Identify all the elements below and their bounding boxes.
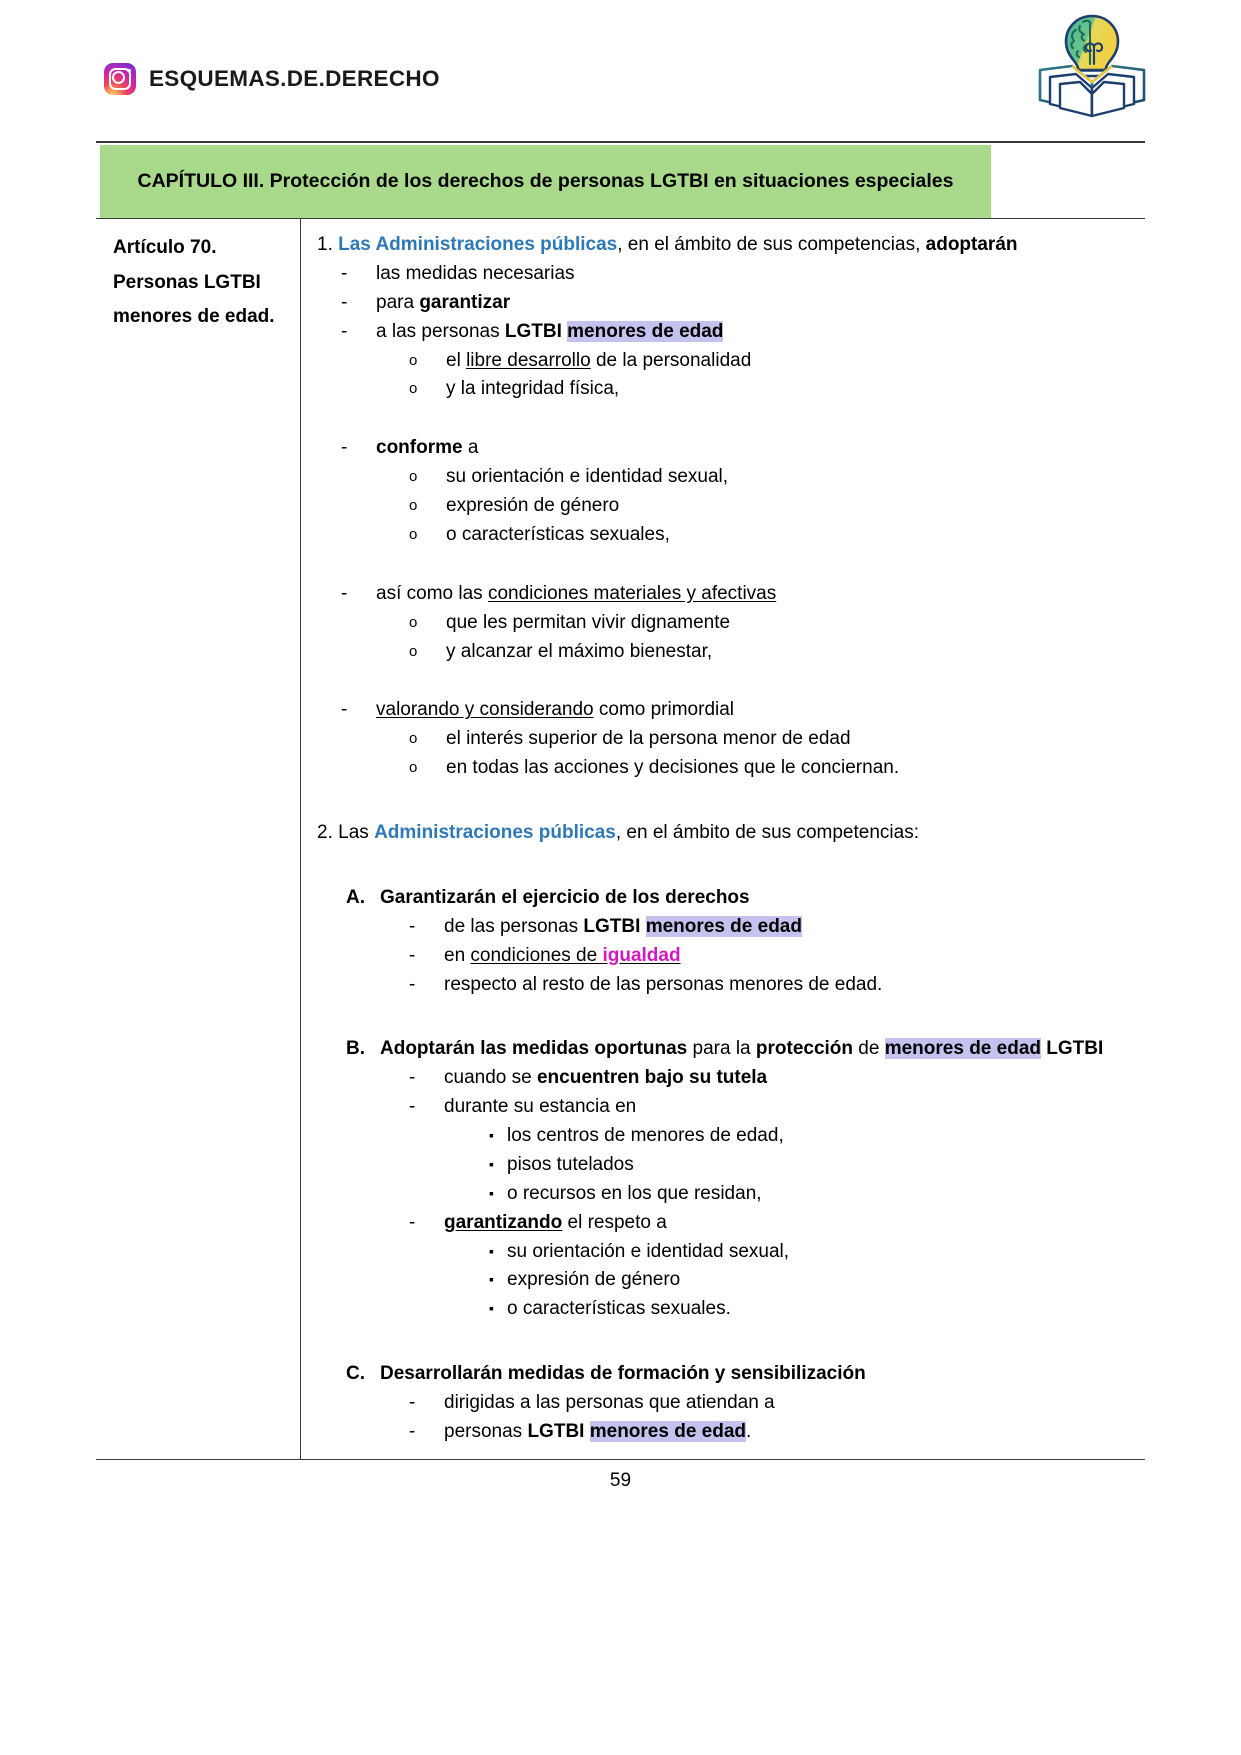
brand-logo [104,63,440,95]
list-item-text: garantizando el respeto a [444,1211,667,1233]
list-item-text: en todas las acciones y decisiones que le conciernan. [446,757,900,779]
list-item [311,1266,1131,1295]
instagram-icon [104,63,136,95]
list-item [311,521,1131,550]
section-heading-text: Garantizarán el ejercicio de los derechos [380,886,750,908]
square-bullet-icon: ▪ [489,1127,494,1143]
header-divider [96,141,1145,143]
circle-bullet-icon: o [409,730,418,748]
dash-bullet-icon: - [341,320,348,342]
section-b-heading [311,1035,1131,1064]
list-item-text: o recursos en los que residan, [507,1182,762,1204]
page-number: 59 [609,1470,632,1491]
section-heading-text: Desarrollarán medidas de formación y sensibilización [380,1363,866,1385]
dash-bullet-icon: - [409,1211,416,1233]
page-footer [0,1470,1241,1492]
accent-igualdad: igualdad [602,944,681,966]
dash-bullet-icon: - [341,582,348,604]
list-item [311,463,1131,492]
paragraph-1-lead-blue: Las Administraciones públicas [332,234,618,255]
square-bullet-icon: ▪ [489,1184,494,1201]
circle-bullet-icon: o [409,380,418,398]
paragraph-1-lead [311,231,1131,260]
article-content-cell [301,219,1146,1460]
list-item [311,1295,1131,1324]
list-item [311,1064,1131,1093]
list-item-text: en condiciones de igualdad [444,944,681,966]
paragraph-1-number: 1. [317,234,333,255]
article-label-line-1: Artículo 70. [113,237,217,258]
square-bullet-icon: ▪ [489,1271,494,1288]
list-item-text: respecto al resto de las personas menores de edad. [444,973,883,995]
dash-bullet-icon: - [409,973,416,995]
article-label-line-2: Personas LGTBI [113,271,261,293]
circle-bullet-icon: o [409,642,418,660]
list-item-text: su orientación e identidad sexual, [507,1240,790,1262]
section-heading-text: Adoptarán las medidas oportunas para la protección de menores de edad LGTBI [380,1038,1104,1060]
list-item-text: que les permitan vivir dignamente [446,611,731,633]
dash-bullet-icon: - [409,944,416,966]
article-label-cell [96,219,301,1460]
circle-bullet-icon: o [409,497,418,514]
list-item [311,638,1131,667]
dash-bullet-icon: - [409,1067,416,1089]
list-item [311,492,1131,521]
square-bullet-icon: ▪ [489,1300,494,1317]
paragraph-1-lead-bold: adoptarán [925,234,1018,255]
list-item [311,260,1131,289]
list-item [311,580,1131,609]
list-item [311,289,1131,318]
section-letter: A. [346,886,365,908]
list-item [311,696,1131,725]
spacer [311,848,1131,884]
spacer [311,550,1131,580]
section-letter: B. [346,1038,365,1060]
list-item-text: a las personas LGTBI menores de edad [376,320,724,342]
list-item-text: expresión de género [446,495,620,516]
article-label-line-3: menores de edad. [113,306,275,328]
dash-bullet-icon: - [409,1096,416,1118]
spacer [311,666,1131,696]
list-item-text: personas LGTBI menores de edad. [444,1420,752,1442]
highlight-menores-de-edad: menores de edad [589,1420,747,1442]
list-item [311,1418,1131,1447]
page-header [0,0,1241,140]
list-item-text: cuando se encuentren bajo su tutela [444,1067,768,1089]
spacer [311,404,1131,434]
list-item-text: de las personas LGTBI menores de edad [444,915,802,937]
list-item [311,1151,1131,1180]
list-item [311,1389,1131,1418]
list-item [311,1238,1131,1267]
list-item-text: o características sexuales. [507,1298,731,1320]
square-bullet-icon: ▪ [489,1155,494,1172]
list-item-text: conforme a [376,437,479,459]
dash-bullet-icon: - [409,915,416,937]
list-item-text: su orientación e identidad sexual, [446,466,729,488]
paragraph-2-lead-blue: Administraciones públicas [374,822,616,843]
article-table-wrap [96,218,1145,1460]
section-c-heading [311,1360,1131,1389]
list-item [311,434,1131,463]
list-item [311,913,1131,942]
list-item-text: o características sexuales, [446,523,670,545]
highlight-menores-de-edad: menores de edad [884,1038,1041,1060]
list-item [311,725,1131,754]
circle-bullet-icon: o [409,468,418,486]
list-item-text: dirigidas a las personas que atiendan a [444,1392,775,1413]
circle-bullet-icon: o [409,759,418,777]
list-item-text: pisos tutelados [507,1153,634,1175]
section-letter: C. [346,1363,365,1385]
highlight-menores-de-edad: menores de edad [645,915,802,937]
dash-bullet-icon: - [341,699,348,721]
highlight-menores-de-edad: menores de edad [567,320,724,342]
spacer [311,1324,1131,1360]
list-item [311,1093,1131,1122]
list-item [311,1180,1131,1209]
article-content [311,231,1131,1447]
paragraph-1-lead-rest: , en el ámbito de sus competencias, [617,234,926,255]
circle-bullet-icon: o [409,525,418,543]
list-item [311,754,1131,783]
list-item [311,347,1131,376]
list-item-text: para garantizar [376,291,511,313]
list-item [311,609,1131,638]
spacer [311,783,1131,819]
dash-bullet-icon: - [341,437,348,459]
list-item-text: expresión de género [507,1269,681,1291]
article-table [96,218,1145,1460]
circle-bullet-icon: o [409,613,418,631]
list-item-text: así como las condiciones materiales y afectivas [376,582,777,604]
list-item-text: y la integridad física, [446,378,620,400]
chapter-title: CAPÍTULO III. Protección de los derechos de personas LGTBI en situaciones especiales [137,169,954,192]
dash-bullet-icon: - [341,262,348,284]
spacer [311,999,1131,1035]
list-item [311,318,1131,347]
list-item [311,1209,1131,1238]
paragraph-2-number: 2. [317,822,333,843]
list-item-text: durante su estancia en [444,1096,637,1118]
square-bullet-icon: ▪ [489,1242,494,1259]
list-item-text: y alcanzar el máximo bienestar, [446,640,713,662]
list-item-text: el libre desarrollo de la personalidad [446,349,752,371]
lightbulb-brain-book-logo-icon [1028,8,1156,120]
list-item [311,375,1131,404]
section-a-heading [311,884,1131,913]
list-item-text: los centros de menores de edad, [507,1125,784,1146]
brand-name: ESQUEMAS.DE.DERECHO [149,66,440,91]
list-item [311,971,1131,1000]
dash-bullet-icon: - [409,1392,416,1413]
paragraph-2-lead: 2. Las Administraciones públicas, en el ámbito de sus competencias: [317,822,919,843]
dash-bullet-icon: - [341,291,348,313]
dash-bullet-icon: - [409,1420,416,1442]
list-item [311,1122,1131,1151]
list-item [311,942,1131,971]
chapter-banner [100,145,991,218]
list-item-text: el interés superior de la persona menor de edad [446,728,851,750]
circle-bullet-icon: o [409,351,418,369]
table-row [96,219,1145,1460]
list-item-text: las medidas necesarias [376,262,575,284]
list-item-text: valorando y considerando como primordial [376,699,735,721]
